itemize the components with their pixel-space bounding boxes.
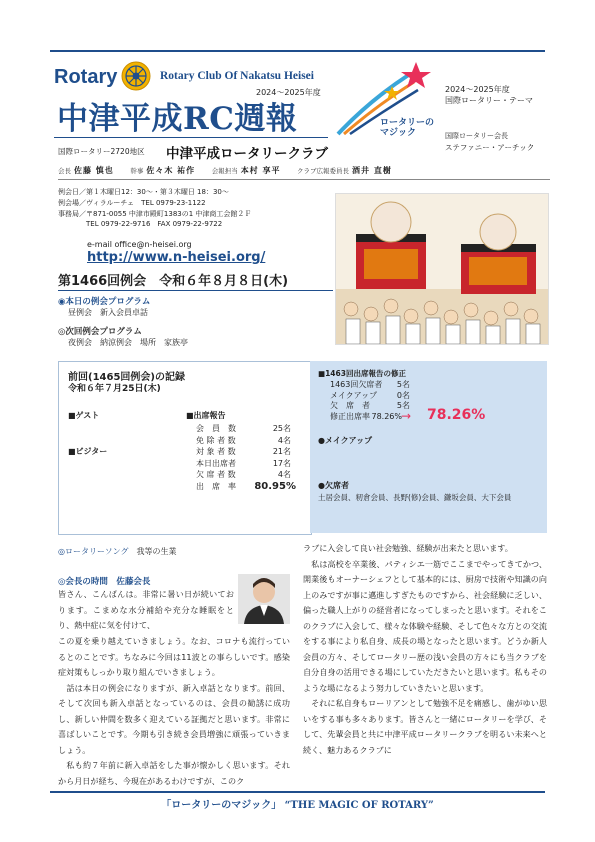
next-program-heading: ◎次回例会プログラム	[58, 327, 142, 337]
festival-floats-illustration	[335, 193, 549, 345]
ri-president-name: ステファニー・アーチック	[445, 143, 535, 152]
attendance-row	[196, 435, 291, 447]
officer-name: 佐々木 祐作	[146, 166, 196, 175]
footer-motto: 「ロータリーのマジック」 “THE MAGIC OF ROTARY”	[161, 800, 434, 811]
officer-label: 会報担当	[211, 167, 238, 175]
attendance-key: 本日出席者	[196, 458, 236, 468]
attendance-rate-label: 出 席 率	[196, 481, 236, 491]
meeting-rule	[58, 290, 333, 291]
rotary-wordmark: Rotary	[54, 66, 118, 88]
theme-logo-text	[380, 118, 434, 138]
contact-line: 例会日／第１木曜日12：30～・第３木曜日 18：30～	[58, 188, 229, 196]
rotary-wheel-icon	[120, 60, 152, 92]
top-rule	[50, 50, 545, 52]
correction-title: ■1463回出席報告の修正	[318, 369, 406, 378]
president-time-heading: ◎会長の時間 佐藤会長	[58, 577, 151, 587]
song-value: 我等の生業	[136, 547, 177, 556]
president-speech-part1	[58, 587, 234, 634]
correction-row	[330, 380, 410, 391]
correction-key: 修正出席率	[330, 411, 370, 421]
email-address[interactable]: e-mail office@n-heisei.org	[87, 240, 192, 249]
officer-name: 本村 享平	[240, 166, 281, 175]
visitor-label: ■ビジター	[68, 447, 108, 456]
club-name-en: Rotary Club Of Nakatsu Heisei	[160, 70, 314, 82]
meeting-title: 第1466回例会 令和６年８月８日(木)	[58, 274, 289, 289]
attendance-key: 会 員 数	[196, 424, 236, 433]
year-subtitle: 2024～2025年度	[256, 88, 321, 97]
theme-label: 国際ロータリー・テーマ	[445, 96, 533, 105]
officer-label: 幹事	[130, 167, 144, 175]
contact-block	[58, 187, 328, 230]
ri-president-label: 国際ロータリー会長	[445, 132, 508, 140]
rotary-song	[58, 546, 177, 557]
attendance-key: 免 除 者 数	[196, 435, 236, 445]
president-speech-part3	[303, 541, 547, 758]
attendance-key: 対 象 者 数	[196, 447, 236, 457]
record-date: 令和６年７月25日(木)	[68, 384, 161, 394]
correction-value: 5名	[396, 401, 410, 411]
speech-text: 皆さん、こんばんは。非常に暑い日が続いております。こまめな水分補給や充分な睡眠をとり、熱中症に気を付けて、	[58, 589, 234, 630]
attendance-value: 4名	[277, 435, 291, 445]
correction-row	[330, 401, 410, 412]
attendance-value: 17名	[272, 458, 291, 468]
corrected-rate-highlight: 78.26%	[427, 407, 486, 423]
officers-row	[58, 165, 550, 176]
next-program-value: 夜例会 納涼例会 場所 家族亭	[68, 338, 188, 347]
officer-label: 会長	[58, 167, 71, 175]
attendance-row	[196, 469, 291, 481]
attendance-rate-value: 80.95%	[254, 480, 296, 492]
correction-value: 5名	[396, 380, 410, 389]
theme-year: 2024～2025年度	[445, 85, 510, 94]
officers-rule	[58, 179, 550, 180]
makeup-label: ●メイクアップ	[318, 436, 373, 445]
attendance-row	[196, 458, 291, 470]
speech-text: この夏を乗り越えていきましょう。なお、コロナも流行っているとのことです。ちなみに今回は11波との事らしいです。感染症対策もしっかり取り組んでいきましょう。 話は本日の例会になりますが、新入卓話となります。前回、そして次回も新入卓話となっているのは、会員の勧誘に成功し、新しい仲間を数多く迎えている証拠だと思います。非常に喜ばしいことです。今期も引き続き会員増強に頑張っていきましょう。 私も約７年前に新入卓話をした事が懐かしく思います。それから月日が経ち、今現在があるわけですが、このク	[58, 636, 290, 786]
attendance-table	[196, 423, 296, 493]
contact-line: 例会場／ヴィラルーチェ TEL 0979-23-1122	[58, 198, 206, 207]
officer-name: 酒井 直樹	[352, 166, 392, 175]
president-photo	[238, 574, 290, 624]
correction-key: 欠 席 者	[330, 401, 370, 411]
correction-table	[330, 380, 410, 422]
title-rule	[54, 137, 328, 138]
club-name-jp: 中津平成ロータリークラブ	[166, 146, 328, 162]
correction-row	[330, 391, 410, 402]
attendance-row	[196, 423, 291, 435]
record-title: 前回(1465回例会)の記録	[68, 372, 185, 383]
correction-key: 1463回欠席者	[330, 380, 383, 389]
website-link[interactable]: http://www.n-heisei.org/	[87, 250, 266, 265]
correction-value: 78.26%	[371, 411, 402, 421]
bulletin-title: 中津平成RC週報	[57, 101, 298, 137]
correction-row	[330, 412, 402, 423]
attendance-heading: ■出席報告	[186, 411, 226, 420]
guest-label: ■ゲスト	[68, 411, 100, 420]
attendance-row	[196, 446, 291, 458]
contact-line: 事務局／〒871-0055 中津市殿町1383の1 中津商工会館２Ｆ	[58, 209, 252, 218]
ri-president-block	[445, 131, 534, 153]
bottom-rule	[50, 791, 545, 793]
correction-key: メイクアップ	[330, 390, 378, 400]
today-program-heading: ◉本日の例会プログラム	[58, 297, 151, 307]
president-speech-part2	[58, 634, 290, 789]
attendance-rate-row	[196, 481, 296, 493]
officer-label: クラブ広報委員長	[297, 167, 350, 175]
speech-text: ラブに入会して良い社会勉強、経験が出来たと思います。 私は高校を卒業後、パティシエ一筋でここまでやってきてかつ、開業後もオーナーシェフとして基本的には、厨房で技術や知識の向上のみですが事に邁進しすぎたものですから、社会経験に乏しい、偏った職人上がりの経営者になってしまったと思います。それをこのクラブに入会して、様々な体験や経験、そして色々な方との交流をする事により私自身、成長の場となったと思います。どうか新人会員の方々、そしてロータリー歴の浅い会員の方々にも当クラブを自分自身の活用できる場にしていただきたいと思います。私もそのような場になるよう努力していきたいと思います。 それに私自身もローリアンとして勉強不足を痛感し、歯がゆい思いをする事も多々あります。皆さんと一緒にロータリーを学び、そして、先輩会員と共に中津平成ロータリークラブを明るい未来へと続く、魅力あるクラブに	[303, 543, 547, 755]
theme-year-block	[445, 84, 533, 106]
today-program-value: 昼例会 新入会員卓話	[68, 308, 148, 317]
attendance-value: 21名	[272, 447, 291, 457]
district-label: 国際ロータリー2720地区	[58, 147, 145, 156]
attendance-value: 25名	[272, 424, 291, 433]
attendance-value: 4名	[277, 470, 291, 480]
contact-line: TEL 0979-22-9716 FAX 0979-22-9722	[58, 220, 223, 229]
officer-name: 佐藤 慎也	[74, 166, 114, 175]
song-label: ◎ロータリーソング	[58, 547, 129, 556]
correction-value: 0名	[396, 390, 410, 400]
theme-text: ロータリーの マジック	[380, 118, 435, 138]
absent-names: 土居会員、籾倉会員、長野(修)会員、鎌坂会員、大下会員	[318, 493, 512, 502]
arrow-right-icon: →	[401, 409, 412, 423]
attendance-key: 欠 席 者 数	[196, 470, 236, 480]
absent-label: ●欠席者	[318, 481, 349, 490]
